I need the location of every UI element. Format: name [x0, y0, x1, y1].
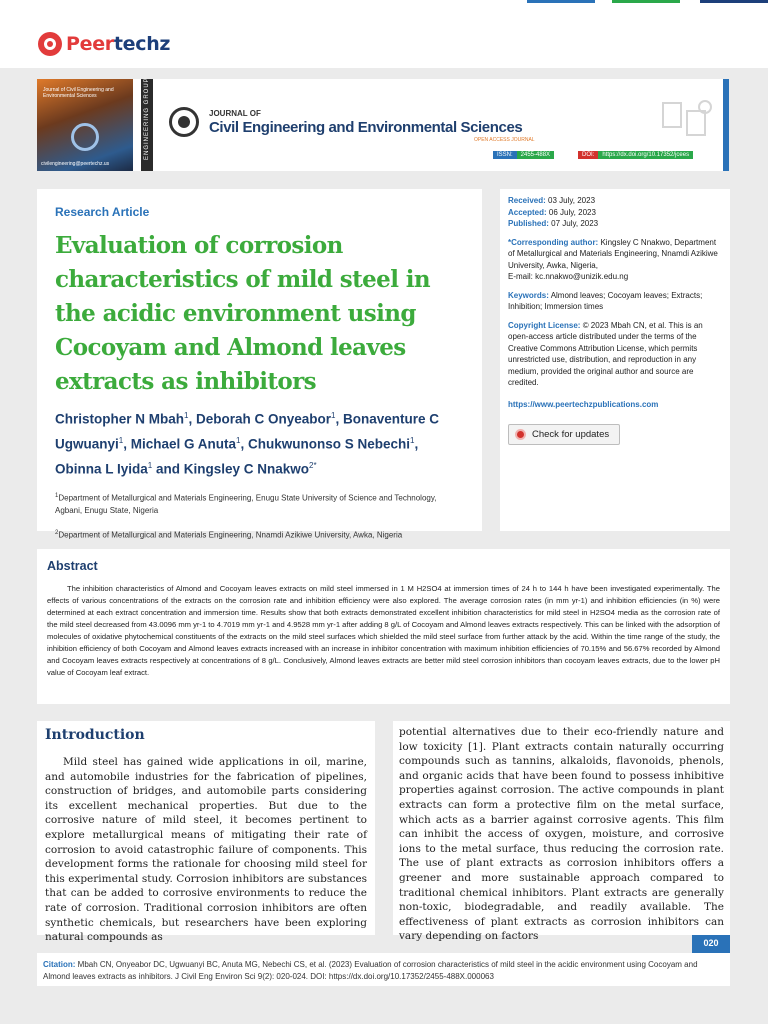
citation-footer: Citation: Mbah CN, Onyeabor DC, Ugwuanyi BC, Anuta MG, Nebechi CS, et al. (2023) Evaluation of corrosion characteristics of mild steel in the acidic environment using Cocoyam and Almond leaves extracts as inhibitors. J Civil Eng Environ Sci 9(2): 020-024. DOI: https://dx.doi.org/10.17352/2455-488X.000063	[37, 953, 730, 986]
doi-badge[interactable]: DOI: https://dx.doi.org/10.17352/jcees	[578, 151, 693, 159]
introduction-heading: Introduction	[45, 727, 145, 743]
author-name[interactable]: Bonaventure C Ugwuanyi	[55, 411, 440, 452]
abstract-heading: Abstract	[47, 559, 98, 573]
keywords: Keywords: Almond leaves; Cocoyam leaves; Extracts; Inhibition; Immersion times	[508, 290, 703, 311]
journal-cover-image[interactable]	[37, 79, 133, 171]
abstract-text: The inhibition characteristics of Almond and Cocoyam leaves extracts on mild steel immersed in 1 M H2SO4 at immersion times of 24 h to 144 h have been investigated experimentally. The effects of various concentrations of the extracts on the corrosion rate and inhibition efficiency were also explored. The average corrosion rates (in mm yr-1) and inhibition efficiencies (in %) were determined at each extract concentration and immersion time. Results show that both extracts demonstrated excellent inhibition characteristics for mild steel in H2SO4 media as the corrosion rate of the mild steel decreased from 43.0096 mm yr-1 to 4.7019 mm yr-1 and 4.9528 mm yr-1 after adding 8 g/L of Cocoyam and Almond leaves extracts respectively. This can be linked with the adsorption of molecules of oxidative phytochemical constituents of the extracts on the mild steel surfaces which shielded the mild steel surface from further attack by the acid. Within the time range of the study, the inhibition efficiency of both Cocoyam and Almond leaves extracts increased with an increase in inhibitor concentration with maximum inhibition efficiencies of 70.15% and 56.67% recorded by Almond and Cocoyam leaves extracts respectively at concentrations of 8 g/L. Conclusively, Almond leaves extracts are better mild steel corrosion inhibitors than cocoyam leaves extracts, due to the lower pH value of Cocoyam leaf extract.	[47, 584, 720, 677]
page-number: 020	[692, 935, 730, 953]
author-name[interactable]: Kingsley C Nnakwo	[183, 461, 310, 477]
article-header-card	[37, 189, 482, 540]
site-header	[0, 0, 768, 68]
abstract-section	[37, 549, 730, 704]
author-name[interactable]: Deborah C Onyeabor	[195, 411, 332, 427]
affiliation-2: $^2$Department of Metallurgical and Materials Engineering, Nnamdi Azikiwe University, Awka, Nigeria	[55, 529, 403, 540]
issn-badge: ISSN: 2455-488X	[493, 151, 554, 159]
author-name[interactable]: Michael G Anuta	[130, 436, 236, 452]
header-strip-blue	[527, 0, 595, 3]
author-list: Christopher N Mbah$^1$, Deborah C Onyeabor$^1$, Bonaventure C Ugwuanyi$^1$, Michael G Anuta$^1$, Chukwunonso S Nebechi$^1$, Obinna L Iyida$^1$ and Kingsley C Nnakwo$^{2*}$	[55, 411, 440, 477]
received-date: 03 July, 2023	[548, 196, 596, 205]
publisher-url-link[interactable]: https://www.peertechzpublications.com	[508, 399, 659, 409]
introduction-text-col1: Mild steel has gained wide applications in oil, marine, and automobile industries for the fabrication of pipelines, construction of bridges, and automobile parts considering its excellent mechanical properties. But due to the corrosive nature of mild steel, it becomes pertinent to explore metallurgical means of mitigating their rate of corrosion to avoid catastrophic failure of components. This development forms the rationale for choosing mild steel for this experimental study. Corrosion inhibitors are substances that can be added to corrosive environments to reduce the rate of corrosion. Traditional corrosion inhibitors are often synthetic chemicals, but researchers have been exploring natural compounds as	[45, 756, 367, 944]
cover-title: Journal of Civil Engineering and Environmental Sciences	[43, 87, 114, 99]
banner-edge	[723, 79, 729, 171]
article-type: Research Article	[55, 205, 150, 219]
dates-block: Received: 03 July, 2023 Accepted: 06 July, 2023 Published: 07 July, 2023	[508, 196, 599, 228]
header-strip-green	[612, 0, 680, 3]
author-name[interactable]: Christopher N Mbah	[55, 411, 185, 427]
article-meta-card	[500, 189, 730, 531]
accepted-date: 06 July, 2023	[548, 207, 596, 217]
article-title: Evaluation of corrosion characteristics of mild steel in the acidic environment using Cocoyam and Almond leaves extracts as inhibitors	[55, 232, 431, 395]
peertechz-logo-icon	[38, 32, 62, 56]
published-date: 07 July, 2023	[551, 219, 599, 228]
open-access-badge: OPEN ACCESS JOURNAL	[474, 137, 535, 143]
document-decoration-icon	[659, 97, 715, 145]
author-email[interactable]: E-mail: kc.nnakwo@unizik.edu.ng	[508, 272, 629, 281]
copyright-license: Copyright License: © 2023 Mbah CN, et al. This is an open-access article distributed under the terms of the Creative Commons Attribution License, which permits unrestricted use, distribution, and reproduction in any medium, provided the original author and source are credited.	[508, 320, 703, 387]
author-name[interactable]: Chukwunonso S Nebechi	[247, 436, 410, 452]
journal-name: Civil Engineering and Environmental Sciences	[209, 119, 523, 136]
check-for-updates-button[interactable]: Check for updates	[508, 424, 620, 445]
author-name[interactable]: Obinna L Iyida	[55, 461, 148, 477]
corresponding-author: *Corresponding author: Kingsley C Nnakwo, Department of Metallurgical and Materials Engineering, Nnamdi Azikiwe University, Awka, Nigeria, E-mail: kc.nnakwo@unizik.edu.ng	[508, 237, 718, 281]
cover-email: civilengineering@peertechz.us	[41, 161, 110, 167]
introduction-text-col2: potential alternatives due to their eco-friendly nature and low toxicity [1]. Plant extracts contain naturally occurring compounds such as tannins, alkaloids, flavonoids, phenols, and organic acids that have been found to possess inhibitive properties against corrosion. The active compounds in plant extracts can form a protective film on the metal surface, which acts as a barrier against corrosive agents. This film can inhibit the access of oxygen, moisture, and corrosive ions to the metal surface, thus reducing the corrosion rate. The use of plant extracts as corrosion inhibitors offers a greener and more sustainable approach compared to traditional chemical inhibitors. Plant extracts are generally non-toxic, biodegradable, and readily available. The effectiveness of plant extracts as corrosion inhibitors can vary depending on factors	[399, 726, 724, 943]
journal-gear-logo-icon	[169, 107, 199, 137]
affiliation-1: $^1$Department of Metallurgical and Materials Engineering, Enugu State University of Science and Technology, Agbani, Enugu State, Nigeria	[55, 493, 437, 515]
affiliations	[55, 490, 464, 541]
header-strip-navy	[700, 0, 768, 3]
journal-banner	[37, 79, 729, 171]
crossmark-icon	[515, 429, 526, 440]
citation-text: Mbah CN, Onyeabor DC, Ugwuanyi BC, Anuta MG, Nebechi CS, et al. (2023) Evaluation of corrosion characteristics of mild steel in the acidic environment using Cocoyam and Almond leaves extracts as inhibitors. J Civil Eng Environ Sci 9(2): 020-024. DOI: https://dx.doi.org/10.17352/2455-488X.000063	[43, 960, 698, 981]
gear-icon	[71, 123, 99, 151]
peertechz-logo-text: Peertechz	[66, 33, 171, 55]
group-vertical-label: ENGINEERING GROUP	[141, 79, 153, 171]
journal-of-label: JOURNAL OF	[209, 109, 261, 118]
peertechz-logo[interactable]	[38, 32, 170, 56]
introduction-column-1	[37, 721, 375, 944]
